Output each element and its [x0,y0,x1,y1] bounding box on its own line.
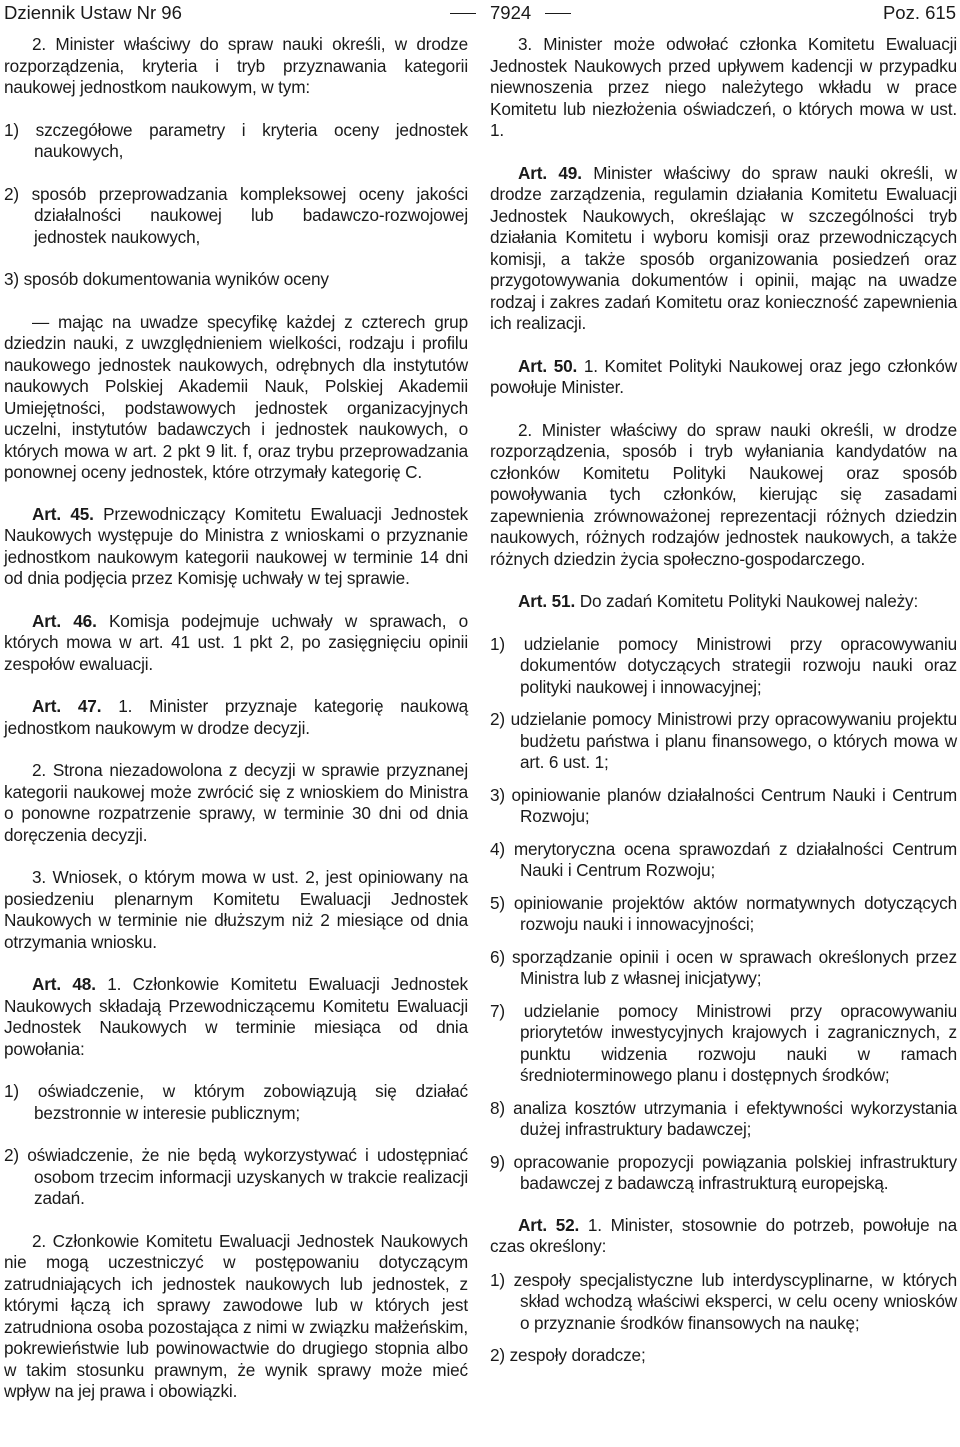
article-50 [490,356,957,399]
article-48-3: 3. Minister może odwołać członka Komitetu Ewaluacji Jednostek Naukowych przed upływem kadencji w przypadku niewnoszenia przez niego należytego wkładu w prace Komitetu lub niezłożenia oświadczeń, o których mowa w ust. 1. [490,34,957,140]
article-48-item-2: 2) oświadczenie, że nie będą wykorzystywać i udostępniać osobom trzecim informacji uzyskanych w trakcie realizacji zadań. [4,1145,468,1208]
article-52-item-1: 1) zespoły specjalistyczne lub interdyscyplinarne, w których skład wchodzą właściwi eksperci, w celu oceny wniosków o przyznanie środków finansowych na naukę; [490,1269,957,1333]
article-51-item-1: 1) udzielanie pomocy Ministrowi przy opracowywaniu dokumentów dotyczących strategii rozwoju nauki oraz polityki naukowej i innowacyjnej; [490,633,957,697]
article-45 [4,504,468,590]
article-52 [490,1215,957,1258]
article-52-label: Art. 52. [518,1214,580,1235]
article-50-label: Art. 50. [518,355,578,376]
article-51-item-6: 6) sporządzanie opinii i ocen w sprawach określonych przez Ministra lub z własnej inicjatywy; [490,946,957,988]
journal-title: Dziennik Ustaw Nr 96 [4,2,182,23]
article-47-3: 3. Wniosek, o którym mowa w ust. 2, jest opiniowany na posiedzeniu plenarnym Komitetu Ewaluacji Jednostek Naukowych w terminie nie dłuższym niż 2 miesiące od dnia otrzymania wniosku. [4,867,468,952]
article-46-label: Art. 46. [32,610,97,631]
article-51-item-9: 9) opracowanie propozycji powiązania polskiej infrastruktury badawczej z badawczą infrastrukturą europejską. [490,1151,957,1193]
article-46-text: Komisja podejmuje uchwały w sprawach, o których mowa w art. 41 ust. 1 pkt 2, po zasięgnięciu opinii zespołów ewaluacji. [4,610,468,674]
article-47-2: 2. Strona niezadowolona z decyzji w sprawie przyznanej kategorii naukowej może zwrócić się z wnioskiem do Ministra o ponowne rozpatrzenie sprawy, w terminie 30 dni od dnia doręczenia decyzji. [4,760,468,845]
article-45-text: Przewodniczący Komitetu Ewaluacji Jednostek Naukowych występuje do Ministra z wnioskami o przyznanie jednostkom naukowym kategorii naukowej w terminie 14 dni od dnia podjęcia przez Komisję uchwały w tej sprawie. [4,503,468,588]
article-52-text: 1. Minister, stosownie do potrzeb, powołuje na czas określony: [490,1214,957,1256]
page-header [0,0,960,28]
article-51-item-4: 4) merytoryczna ocena sprawozdań z działalności Centrum Nauki i Centrum Rozwoju; [490,838,957,880]
paragraph-closing: — mając na uwadze specyfikę każdej z czterech grup dziedzin nauki, z uwzględnieniem wielkości, rodzaju i profilu naukowego jednostek naukowych, odrębnych dla instytutów naukowych Polskiej Akademii Nauk, Polskiej Akademii Umiejętności, podstawowych jednostek organizacyjnych uczelni, instytutów badawczych i jednostek naukowych, o których mowa w art. 2 pkt 9 lit. f, oraz trybu przeprowadzania ponownej oceny jednostek, które otrzymały kategorię C. [4,311,468,482]
article-50-2: 2. Minister właściwy do spraw nauki określi, w drodze rozporządzenia, sposób i tryb wyłaniania kandydatów na członków Komitetu Polityki Naukowej oraz sposób powoływania tych członków, kierując się zasadami zapewnienia zrównoważonej reprezentacji różnych dziedzin naukowych, różnych rodzajów jednostek naukowych, a także różnych dziedzin życia społeczno-gospodarczego. [490,419,957,569]
article-51-text: Do zadań Komitetu Polityki Naukowej należy: [575,591,919,611]
list-item-3: 3) sposób dokumentowania wyników oceny [4,269,329,289]
list-item-2: 2) sposób przeprowadzania kompleksowej oceny jakości działalności naukowej lub badawczo-rozwojowej jednostek naukowych, [4,183,468,247]
right-column [490,34,957,1378]
left-column [4,34,468,1424]
article-47-text: 1. Minister przyznaje kategorię naukową jednostkom naukowym w drodze decyzji. [4,696,468,738]
article-49 [490,163,957,335]
article-48-item-1: 1) oświadczenie, w którym zobowiązują się działać bezstronnie w interesie publicznym; [4,1081,468,1123]
page-number [436,1,585,25]
article-46 [4,611,468,676]
paragraph-44-2: 2. Minister właściwy do spraw nauki określi, w drodze rozporządzenia, kryteria i tryb przyznawania kategorii naukowej jednostkom naukowym, w tym: [4,34,468,97]
article-51-item-8: 8) analiza kosztów utrzymania i efektywności wykorzystania dużej infrastruktury badawczej; [490,1097,957,1139]
article-51-label: Art. 51. [518,591,576,611]
article-47 [4,696,468,739]
article-51-item-2: 2) udzielanie pomocy Ministrowi przy opracowywaniu projektu budżetu państwa i planu finansowego, o których mowa w art. 6 ust. 1; [490,709,957,772]
article-51-item-7: 7) udzielanie pomocy Ministrowi przy opracowywaniu priorytetów inwestycyjnych krajowych i zagranicznych, z punktu widzenia rozwoju nauki w ramach średnioterminowego planu i dostępnych środków; [490,1000,957,1085]
article-49-label: Art. 49. [518,162,582,183]
article-50-text: 1. Komitet Polityki Naukowej oraz jego członków powołuje Minister. [490,355,957,397]
list-item-1: 1) szczegółowe parametry i kryteria oceny jednostek naukowych, [4,119,468,161]
dash-left [450,13,476,14]
article-49-text: Minister właściwy do spraw nauki określi, w drodze zarządzenia, regulamin działania Komitetu Ewaluacji Jednostek Naukowych, określając w szczególności tryb działania Komitetu i wyboru komisji oraz przewodniczących komisji, a także sposób organizowania posiedzeń oraz przygotowywania dokumentów i opinii, mając na uwadze rodzaj i zakres zadań Komitetu oraz konieczność zapewnienia ich realizacji. [490,162,958,333]
article-51-item-3: 3) opiniowanie planów działalności Centrum Nauki i Centrum Rozwoju; [490,784,957,826]
article-48-text: 1. Członkowie Komitetu Ewaluacji Jednostek Naukowych składają Przewodniczącemu Komitetu Ewaluacji Jednostek Naukowych w terminie miesiąca od dnia powołania: [4,974,468,1059]
article-47-label: Art. 47. [32,696,102,716]
article-48-label: Art. 48. [32,974,96,994]
article-52-item-2: 2) zespoły doradcze; [490,1345,646,1365]
dash-right [545,13,571,14]
article-51 [490,591,957,613]
article-48-2: 2. Członkowie Komitetu Ewaluacji Jednostek Naukowych nie mogą uczestniczyć w postępowaniu dotyczącym zatrudniających ich jednostek naukowych lub jednostek, z którymi łączą ich sprawy zawodowe lub w których jest zatrudniona osoba pozostająca z nimi w związku małżeńskim, pokrewieństwie lub powinowactwie do drugiego stopnia albo w takim stosunku prawnym, że wynik sprawy może mieć wpływ na jej prawa i obowiązki. [4,1230,468,1401]
article-45-label: Art. 45. [32,503,94,524]
article-48 [4,974,468,1060]
article-51-item-5: 5) opiniowanie projektów aktów normatywnych dotyczących rozwoju nauki i innowacyjności; [490,892,957,934]
position-number: Poz. 615 [882,2,956,23]
page-number-text: 7924 [490,2,532,23]
